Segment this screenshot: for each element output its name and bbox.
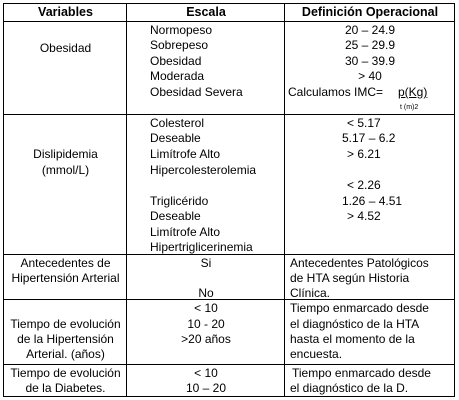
def-obesidad: 30 – 39.9: [344, 54, 396, 68]
escala-normopeso: Normopeso: [150, 23, 213, 37]
row-divider-4: [4, 364, 454, 365]
def-evolucion-hta-line1: Tiempo enmarcado desde: [290, 301, 429, 315]
escala-hipercolesterolemia: Hipercolesterolemia: [150, 163, 257, 177]
imc-formula-denominator: t (m)2: [400, 104, 419, 111]
imc-formula-numerator: p(Kg): [398, 85, 428, 99]
escala-hipertriglicerinemia: Hipertriglicerinemia: [150, 240, 253, 254]
variable-evolucion-hta-line3: Arterial. (años): [26, 347, 105, 361]
def-antecedentes-line1: Antecedentes Patológicos: [290, 256, 429, 270]
def-evolucion-diabetes-line2: el diagnóstico de la D.: [290, 381, 409, 395]
escala-diabetes-menos-10: < 10: [194, 366, 218, 380]
variable-antecedentes: Antecedentes de: [20, 256, 111, 270]
def-evolucion-hta-line3: hasta el momento de la: [290, 332, 415, 346]
variable-evolucion-diabetes-line2: de la Diabetes.: [25, 381, 106, 395]
variable-evolucion-hta-line1: Tiempo de evolución: [10, 317, 121, 331]
variable-evolucion-diabetes-line1: Tiempo de evolución: [10, 366, 121, 380]
escala-obesidad-severa: Obesidad Severa: [150, 85, 243, 99]
variable-obesidad: Obesidad: [39, 41, 92, 55]
imc-formula-prefix: Calculamos IMC=: [288, 85, 384, 99]
def-antecedentes-line3: Clínica.: [290, 286, 331, 300]
escala-trigliceridos: Triglicérido: [150, 194, 209, 208]
escala-obesidad: Obesidad: [150, 54, 202, 68]
variable-evolucion-hta-line2: de la Hipertensión: [17, 332, 114, 346]
def-colesterol-alto: > 6.21: [347, 147, 381, 161]
variable-antecedentes-hta: Hipertensión Arterial: [11, 271, 120, 285]
operational-definitions-table: [3, 3, 455, 397]
header-divider: [4, 21, 454, 22]
escala-si: Si: [200, 256, 212, 270]
def-trigliceridos-alto: > 4.52: [347, 209, 381, 223]
def-evolucion-hta-line2: el diagnóstico de la HTA: [290, 317, 420, 331]
def-sobrepeso: 25 – 29.9: [344, 38, 396, 52]
header-definicion: Definición Operacional: [301, 5, 439, 19]
variable-dislipidemia: Dislipidemia: [33, 147, 98, 161]
escala-hta-mas-20: >20 años: [181, 332, 231, 346]
def-normopeso: 20 – 24.9: [344, 23, 396, 37]
header-escala: Escala: [186, 5, 226, 19]
escala-moderada: Moderada: [150, 69, 205, 83]
row-divider-1: [4, 114, 454, 115]
escala-colesterol: Colesterol: [150, 116, 205, 130]
def-evolucion-diabetes-line1: Tiempo enmarcado desde: [292, 366, 431, 380]
def-evolucion-hta-line4: encuesta.: [290, 347, 343, 361]
def-trigliceridos-limitrofe: 1.26 – 4.51: [342, 194, 403, 208]
def-colesterol-limitrofe: 5.17 – 6.2: [342, 131, 396, 145]
escala-no: No: [198, 286, 214, 300]
def-colesterol-deseable: < 5.17: [347, 116, 381, 130]
escala-hta-10-20: 10 - 20: [187, 317, 225, 331]
row-divider-3: [4, 299, 454, 300]
row-divider-2: [4, 254, 454, 255]
def-trigliceridos-deseable: < 2.26: [347, 178, 381, 192]
escala-deseable-1: Deseable: [150, 131, 201, 145]
escala-hta-menos-10: < 10: [194, 301, 218, 315]
escala-limitrofe-alto-2: Limítrofe Alto: [150, 225, 221, 239]
def-antecedentes-line2: de HTA según Historia: [290, 271, 410, 285]
escala-deseable-2: Deseable: [150, 209, 201, 223]
escala-limitrofe-alto-1: Limítrofe Alto: [150, 147, 221, 161]
def-moderada: > 40: [358, 69, 382, 83]
header-variables: Variables: [38, 5, 93, 19]
escala-diabetes-10-20: 10 – 20: [185, 381, 227, 395]
escala-sobrepeso: Sobrepeso: [150, 38, 209, 52]
variable-dislipidemia-unit: (mmol/L): [41, 163, 90, 177]
